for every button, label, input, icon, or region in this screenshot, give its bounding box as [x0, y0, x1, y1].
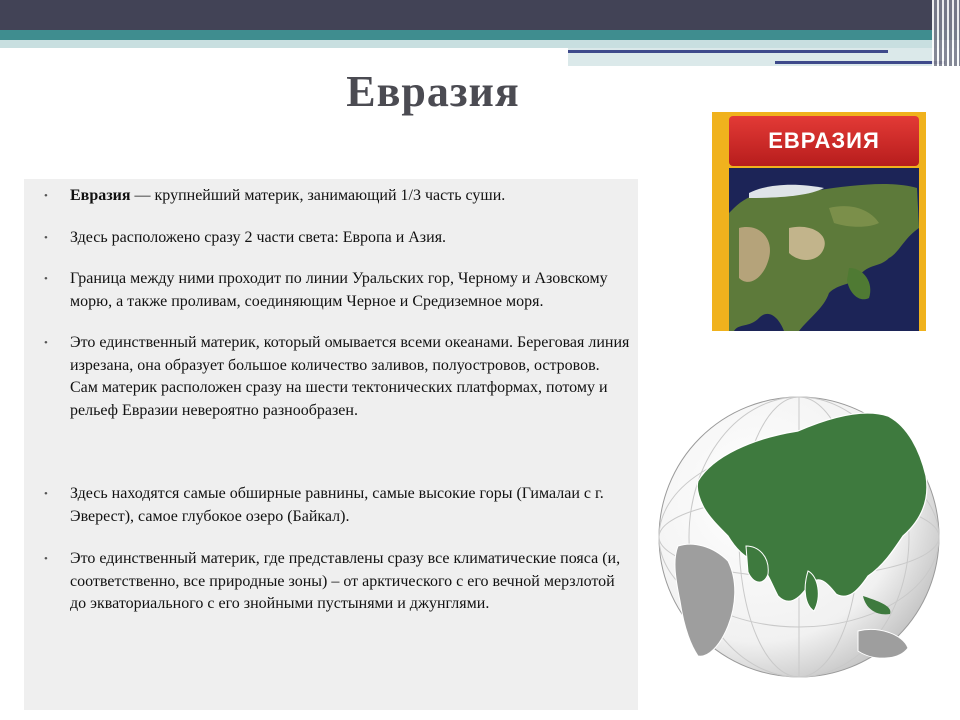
bullet-dot: •	[44, 190, 48, 202]
bullet-dot: •	[44, 231, 48, 244]
eurasia-satellite-map	[729, 168, 919, 331]
teal-accent-bar	[0, 30, 960, 40]
slide-title: Евразия	[346, 67, 520, 116]
top-bar	[0, 0, 960, 30]
bullet-item	[24, 332, 638, 422]
bullet-text: Здесь находятся самые обширные равнины, самые высокие горы (Гималаи с г. Эверест), самое глубокое озеро (Байкал).	[70, 485, 604, 525]
bullet-dot: •	[44, 488, 48, 500]
navy-accent-line-short	[775, 61, 945, 64]
bullet-dot: •	[44, 553, 48, 565]
bullet-text: Это единственный материк, который омывается всеми океанами. Береговая линия изрезана, она образует большое количество заливов, полуостровов, островов. Сам материк расположен сразу на шести тектонических платформах, потому и рельеф Евразии невероятно разнообразен.	[70, 334, 630, 419]
light-accent-strip	[0, 40, 960, 48]
bullet-dot: •	[44, 273, 48, 285]
bullet-item	[24, 268, 638, 313]
bullet-item	[24, 227, 638, 250]
navy-accent-line	[568, 50, 888, 53]
bullet-text: Здесь расположено сразу 2 части света: Европа и Азия.	[70, 228, 447, 246]
bullet-item	[24, 548, 638, 616]
decorative-stripes	[932, 0, 960, 66]
bullet-text: — крупнейший материк, занимающий 1/3 часть суши.	[130, 187, 506, 204]
bullet-text: Граница между ними проходит по линии Уральских гор, Черному и Азовскому морю, а также проливам, соединяющим Черное и Средиземное моря.	[70, 270, 608, 310]
globe-eurasia-highlight	[658, 396, 940, 678]
bullet-text: Это единственный материк, где представлены сразу все климатические пояса (и, соответственно, все природные зоны) – от арктического с его вечной мерзлотой до экваториального с его знойными пустынями и джунглями.	[70, 550, 621, 612]
eurasia-map-card	[712, 112, 926, 331]
card-title: ЕВРАЗИЯ	[729, 116, 919, 166]
bullet-item	[24, 483, 638, 528]
bullet-item	[24, 185, 638, 208]
bullet-list	[24, 179, 638, 710]
term-highlight: Евразия	[70, 187, 131, 204]
bullet-dot: •	[44, 337, 48, 349]
